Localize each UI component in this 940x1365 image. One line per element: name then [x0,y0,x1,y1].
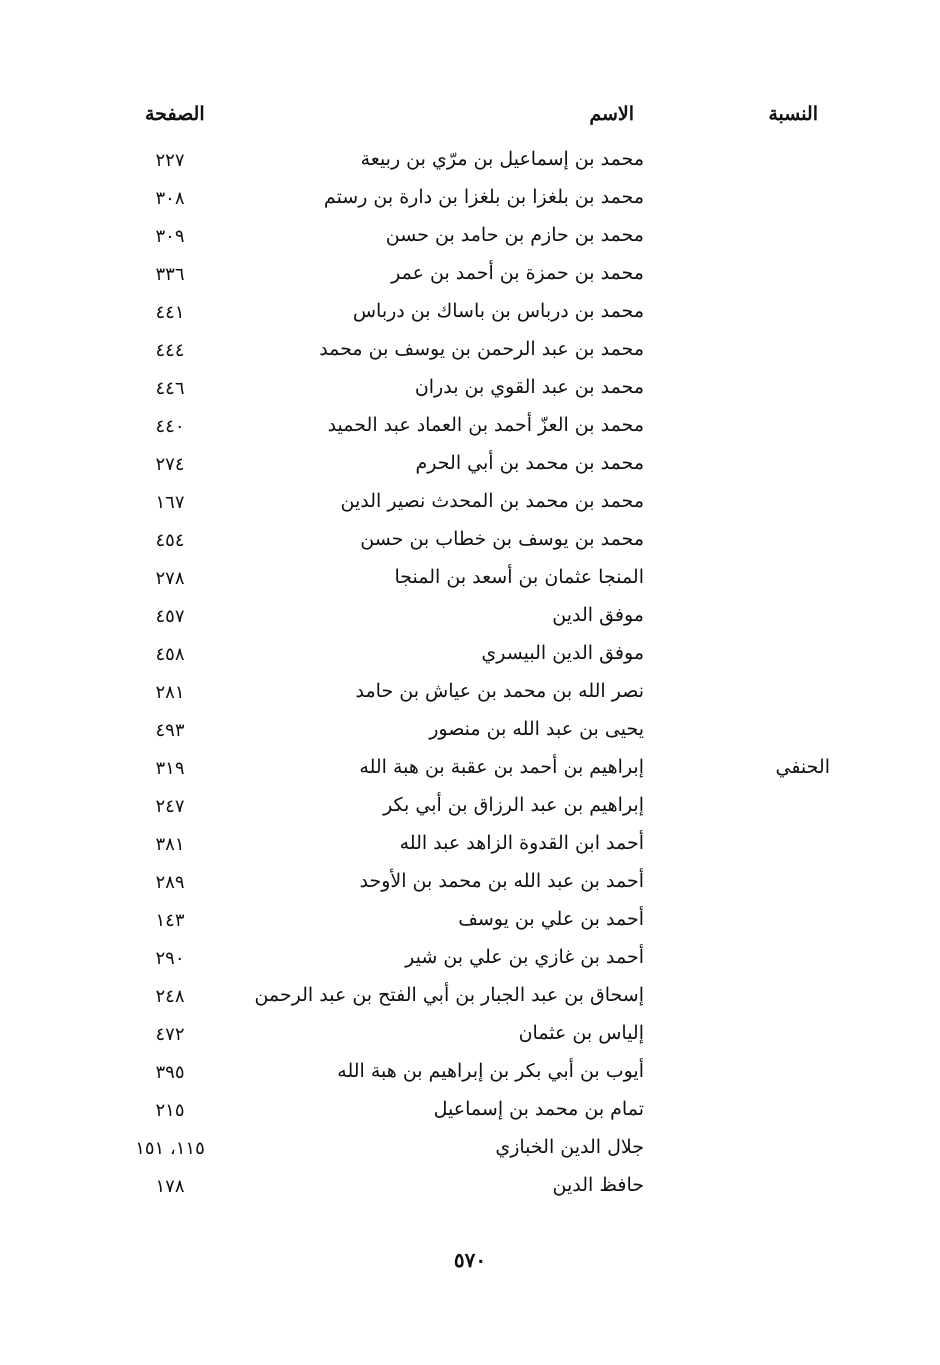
table-row [0,714,940,752]
row-page: ٢٨٩ [155,872,185,893]
table-row [0,638,940,676]
table-row [0,828,940,866]
row-page: ٢٢٧ [155,150,185,171]
table-row [0,600,940,638]
row-name: أحمد ابن القدوة الزاهد عبد الله [399,832,644,854]
table-row [0,904,940,942]
row-name: جلال الدين الخبازي [495,1136,644,1158]
table-row [0,1094,940,1132]
table-row [0,1018,940,1056]
row-page: ٤٤٠ [155,416,185,437]
row-page: ٢٧٨ [155,568,185,589]
row-name: إبراهيم بن عبد الرزاق بن أبي بكر [383,794,644,816]
table-row [0,372,940,410]
row-name: حافظ الدين [552,1174,644,1196]
row-page: ١١٥، ١٥١ [135,1138,205,1159]
row-page: ٢٧٤ [155,454,185,475]
row-name: محمد بن العزّ أحمد بن العماد عبد الحميد [327,414,644,436]
header-nisba: النسبة [768,103,818,125]
row-page: ٣١٩ [155,758,185,779]
table-row [0,752,940,790]
row-page: ١٦٧ [155,492,185,513]
header-page: الصفحة [145,103,205,125]
table-row [0,182,940,220]
row-name: نصر الله بن محمد بن عياش بن حامد [355,680,644,702]
page-number: ٥٧٠ [453,1248,487,1272]
table-row [0,486,940,524]
row-page: ٤٩٣ [155,720,185,741]
table-row [0,1056,940,1094]
row-name: أيوب بن أبي بكر بن إبراهيم بن هبة الله [337,1060,644,1082]
row-name: موفق الدين [552,604,644,626]
row-name: محمد بن محمد بن المحدث نصير الدين [340,490,644,512]
row-name: إبراهيم بن أحمد بن عقبة بن هبة الله [359,756,644,778]
table-row [0,334,940,372]
table-row [0,296,940,334]
table-row [0,220,940,258]
row-name: إسحاق بن عبد الجبار بن أبي الفتح بن عبد الرحمن [254,984,644,1006]
table-row [0,980,940,1018]
table-row [0,790,940,828]
row-page: ٣٠٩ [155,226,185,247]
row-name: أحمد بن علي بن يوسف [458,908,644,930]
header-name: الاسم [589,103,634,125]
table-row [0,144,940,182]
row-name: إلياس بن عثمان [518,1022,644,1044]
table-row [0,524,940,562]
row-page: ٢٩٠ [155,948,185,969]
row-name: محمد بن حمزة بن أحمد بن عمر [391,262,644,284]
table-row [0,676,940,714]
row-page: ٤٥٨ [155,644,185,665]
row-name: يحيى بن عبد الله بن منصور [429,718,644,740]
row-name: محمد بن عبد القوي بن بدران [414,376,644,398]
row-page: ٣٠٨ [155,188,185,209]
row-page: ٤٥٧ [155,606,185,627]
row-page: ١٤٣ [155,910,185,931]
row-page: ٤٤١ [155,302,185,323]
table-row [0,448,940,486]
row-page: ١٧٨ [155,1176,185,1197]
row-page: ٤٤٤ [155,340,185,361]
row-name: محمد بن يوسف بن خطاب بن حسن [360,528,644,550]
row-page: ٢٤٧ [155,796,185,817]
table-row [0,1132,940,1170]
table-row [0,1170,940,1208]
row-name: محمد بن درباس بن باساك بن درباس [352,300,644,322]
table-row [0,942,940,980]
table-row [0,410,940,448]
row-name: محمد بن عبد الرحمن بن يوسف بن محمد [319,338,644,360]
row-name: محمد بن محمد بن أبي الحرم [415,452,644,474]
row-name: أحمد بن عبد الله بن محمد بن الأوحد [359,870,644,892]
row-nisba: الحنفي [775,756,830,778]
row-name: تمام بن محمد بن إسماعيل [433,1098,644,1120]
row-page: ٣٣٦ [155,264,185,285]
row-name: أحمد بن غازي بن علي بن شير [405,946,644,968]
row-name: محمد بن بلغزا بن بلغزا بن دارة بن رستم [323,186,644,208]
row-name: موفق الدين البيسري [481,642,644,664]
table-row [0,562,940,600]
row-page: ٤٧٢ [155,1024,185,1045]
row-page: ٣٨١ [155,834,185,855]
row-page: ٢٨١ [155,682,185,703]
row-name: المنجا عثمان بن أسعد بن المنجا [394,566,644,588]
row-page: ٤٥٤ [155,530,185,551]
row-name: محمد بن إسماعيل بن مرّي بن ربيعة [360,148,644,170]
table-row [0,866,940,904]
row-page: ٢٤٨ [155,986,185,1007]
row-name: محمد بن حازم بن حامد بن حسن [385,224,644,246]
row-page: ٤٤٦ [155,378,185,399]
table-row [0,258,940,296]
row-page: ٢١٥ [155,1100,185,1121]
row-page: ٣٩٥ [155,1062,185,1083]
